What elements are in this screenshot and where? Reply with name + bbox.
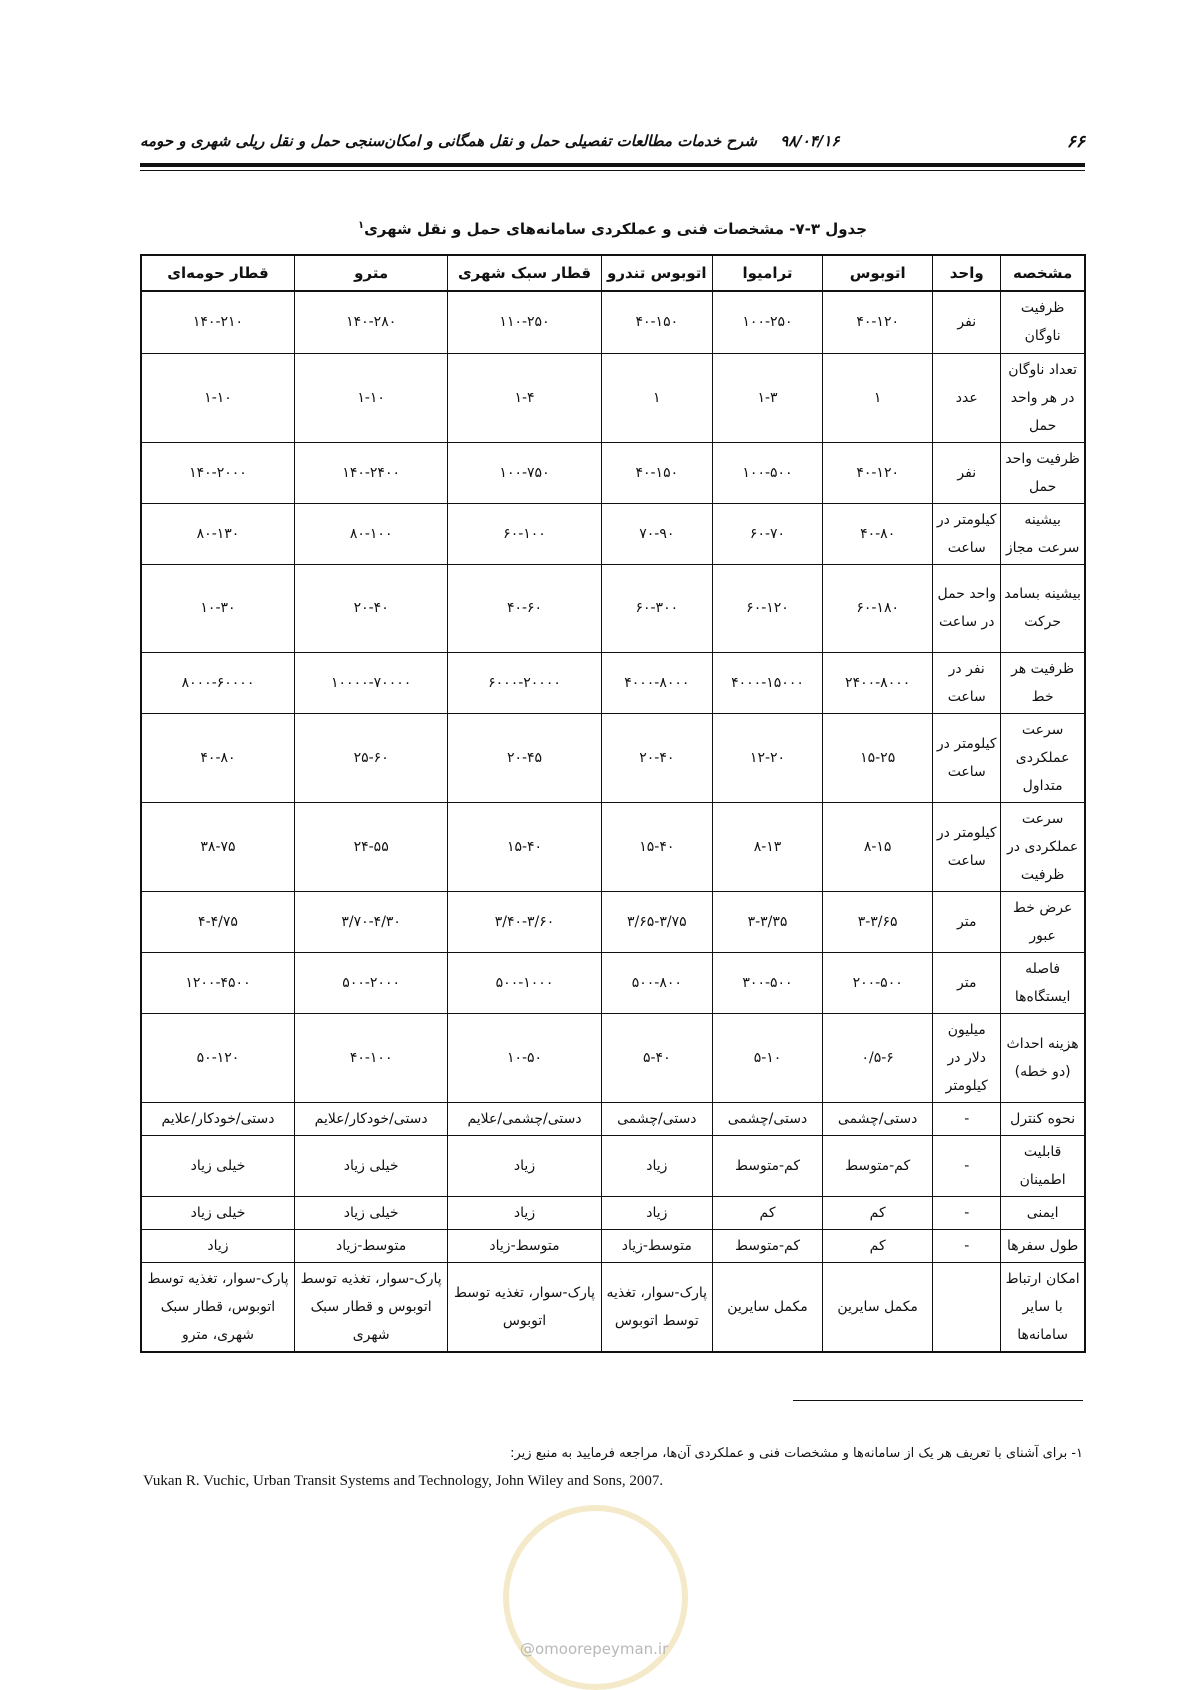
table-row: [141, 291, 1085, 353]
table-row: [141, 713, 1085, 802]
value-cell: ۱-۳: [712, 353, 822, 442]
column-header: اتوبوس تندرو: [601, 255, 712, 291]
value-cell: ۱۱۰-۲۵۰: [448, 291, 601, 353]
value-cell: ۴۰-۱۲۰: [823, 442, 933, 503]
table-row: [141, 1229, 1085, 1262]
value-cell: ۱۵-۲۵: [823, 713, 933, 802]
value-cell: ۰/۵-۶: [823, 1013, 933, 1102]
value-cell: ۶۰-۱۰۰: [448, 503, 601, 564]
unit-cell: واحد حمل در ساعت: [933, 564, 1001, 652]
unit-cell: نفر: [933, 291, 1001, 353]
value-cell: ۳-۳/۳۵: [712, 891, 822, 952]
value-cell: زیاد: [601, 1135, 712, 1196]
attribute-cell: تعداد ناوگان در هر واحد حمل: [1001, 353, 1085, 442]
column-header: قطار سبک شهری: [448, 255, 601, 291]
table-header-row: [141, 255, 1085, 291]
value-cell: ۶۰-۷۰: [712, 503, 822, 564]
value-cell: ۱۰۰-۵۰۰: [712, 442, 822, 503]
value-cell: ۸-۱۵: [823, 802, 933, 891]
value-cell: ۶۰-۱۸۰: [823, 564, 933, 652]
value-cell: ۴۰-۸۰: [823, 503, 933, 564]
value-cell: ۱۰-۳۰: [141, 564, 294, 652]
value-cell: زیاد: [601, 1196, 712, 1229]
table-body: [141, 291, 1085, 1352]
table-row: [141, 1135, 1085, 1196]
value-cell: دستی/خودکار/علایم: [294, 1102, 447, 1135]
value-cell: ۱۴۰-۲۰۰۰: [141, 442, 294, 503]
attribute-cell: نحوه کنترل: [1001, 1102, 1085, 1135]
table-row: [141, 1196, 1085, 1229]
value-cell: ۲۰-۴۰: [601, 713, 712, 802]
value-cell: ۱۰۰-۲۵۰: [712, 291, 822, 353]
header-rule-thick: [140, 163, 1085, 167]
value-cell: ۴۰-۱۰۰: [294, 1013, 447, 1102]
attribute-cell: قابلیت اطمینان: [1001, 1135, 1085, 1196]
value-cell: کم: [823, 1196, 933, 1229]
value-cell: ۳/۷۰-۴/۳۰: [294, 891, 447, 952]
table-row: [141, 353, 1085, 442]
value-cell: ۵۰۰-۲۰۰۰: [294, 952, 447, 1013]
value-cell: ۱۲۰۰-۴۵۰۰: [141, 952, 294, 1013]
table-caption-text: جدول ۳-۷- مشخصات فنی و عملکردی سامانه‌های حمل و نقل شهری: [364, 220, 868, 238]
value-cell: ۱۰۰-۷۵۰: [448, 442, 601, 503]
table-row: [141, 1102, 1085, 1135]
header-rule-thin: [140, 170, 1085, 171]
value-cell: ۴۰-۸۰: [141, 713, 294, 802]
value-cell: ۴۰-۱۵۰: [601, 442, 712, 503]
value-cell: کم-متوسط: [712, 1135, 822, 1196]
value-cell: ۸۰-۱۳۰: [141, 503, 294, 564]
footnote-ref: ۱: [357, 220, 365, 231]
value-cell: ۵۰۰-۱۰۰۰: [448, 952, 601, 1013]
column-header: قطار حومه‌ای: [141, 255, 294, 291]
value-cell: ۱۵-۴۰: [448, 802, 601, 891]
value-cell: ۱۰-۵۰: [448, 1013, 601, 1102]
attribute-cell: سرعت عملکردی متداول: [1001, 713, 1085, 802]
attribute-cell: ظرفیت ناوگان: [1001, 291, 1085, 353]
value-cell: مکمل سایرین: [823, 1262, 933, 1352]
footnote-rule: [793, 1400, 1083, 1401]
table-row: [141, 503, 1085, 564]
value-cell: ۱-۱۰: [294, 353, 447, 442]
value-cell: ۱-۱۰: [141, 353, 294, 442]
footnote-reference: Vukan R. Vuchic, Urban Transit Systems and Technology, John Wiley and Sons, 2007.: [143, 1473, 664, 1489]
value-cell: ۱۴۰-۲۸۰: [294, 291, 447, 353]
value-cell: ۴۰-۱۵۰: [601, 291, 712, 353]
value-cell: ۱۴۰-۲۴۰۰: [294, 442, 447, 503]
value-cell: ۴۰۰۰-۸۰۰۰: [601, 652, 712, 713]
value-cell: پارک-سوار، تغذیه توسط اتوبوس و قطار سبک شهری: [294, 1262, 447, 1352]
watermark-text: @omoorepeyman.ir: [520, 1640, 669, 1658]
column-header: واحد: [933, 255, 1001, 291]
attribute-cell: عرض خط عبور: [1001, 891, 1085, 952]
value-cell: ۸۰۰۰-۶۰۰۰۰: [141, 652, 294, 713]
unit-cell: -: [933, 1229, 1001, 1262]
running-title-date: ۹۸/۰۴/۱۶: [780, 132, 840, 150]
value-cell: ۴۰-۶۰: [448, 564, 601, 652]
unit-cell: کیلومتر در ساعت: [933, 503, 1001, 564]
value-cell: ۲۵-۶۰: [294, 713, 447, 802]
value-cell: ۱۰۰۰۰-۷۰۰۰۰: [294, 652, 447, 713]
unit-cell: نفر در ساعت: [933, 652, 1001, 713]
value-cell: ۶۰-۳۰۰: [601, 564, 712, 652]
value-cell: ۲۰۰-۵۰۰: [823, 952, 933, 1013]
value-cell: دستی/چشمی/علایم: [448, 1102, 601, 1135]
value-cell: ۴۰۰۰-۱۵۰۰۰: [712, 652, 822, 713]
unit-cell: -: [933, 1102, 1001, 1135]
value-cell: ۵-۱۰: [712, 1013, 822, 1102]
column-header: مترو: [294, 255, 447, 291]
value-cell: زیاد: [448, 1135, 601, 1196]
value-cell: متوسط-زیاد: [294, 1229, 447, 1262]
value-cell: ۸۰-۱۰۰: [294, 503, 447, 564]
value-cell: ۱۴۰-۲۱۰: [141, 291, 294, 353]
attribute-cell: سرعت عملکردی در ظرفیت: [1001, 802, 1085, 891]
value-cell: مکمل سایرین: [712, 1262, 822, 1352]
table-row: [141, 1013, 1085, 1102]
column-header: اتوبوس: [823, 255, 933, 291]
value-cell: متوسط-زیاد: [601, 1229, 712, 1262]
value-cell: ۵۰۰-۸۰۰: [601, 952, 712, 1013]
value-cell: ۱۵-۴۰: [601, 802, 712, 891]
value-cell: ۵-۴۰: [601, 1013, 712, 1102]
spec-table: [140, 254, 1086, 1353]
value-cell: ۴-۴/۷۵: [141, 891, 294, 952]
table-row: [141, 802, 1085, 891]
value-cell: ۲۴-۵۵: [294, 802, 447, 891]
attribute-cell: بیشینه سرعت مجاز: [1001, 503, 1085, 564]
value-cell: ۸-۱۳: [712, 802, 822, 891]
unit-cell: میلیون دلار در کیلومتر: [933, 1013, 1001, 1102]
value-cell: کم-متوسط: [712, 1229, 822, 1262]
value-cell: زیاد: [141, 1229, 294, 1262]
value-cell: خیلی زیاد: [141, 1135, 294, 1196]
value-cell: دستی/چشمی: [712, 1102, 822, 1135]
running-title-text: شرح خدمات مطالعات تفصیلی حمل و نقل همگانی و امکان‌سنجی حمل و نقل ریلی شهری و حومه: [140, 132, 757, 150]
attribute-cell: هزینه احداث (دو خطه): [1001, 1013, 1085, 1102]
unit-cell: کیلومتر در ساعت: [933, 802, 1001, 891]
value-cell: کم-متوسط: [823, 1135, 933, 1196]
unit-cell: متر: [933, 891, 1001, 952]
value-cell: ۳/۴۰-۳/۶۰: [448, 891, 601, 952]
table-row: [141, 564, 1085, 652]
table-row: [141, 442, 1085, 503]
value-cell: ۱: [823, 353, 933, 442]
column-header: مشخصه: [1001, 255, 1085, 291]
value-cell: ۶۰-۱۲۰: [712, 564, 822, 652]
attribute-cell: ظرفیت هر خط: [1001, 652, 1085, 713]
table-row: [141, 952, 1085, 1013]
unit-cell: نفر: [933, 442, 1001, 503]
attribute-cell: امکان ارتباط با سایر سامانه‌ها: [1001, 1262, 1085, 1352]
value-cell: ۳۸-۷۵: [141, 802, 294, 891]
page-number: ۶۶: [1066, 132, 1085, 152]
attribute-cell: طول سفرها: [1001, 1229, 1085, 1262]
unit-cell: کیلومتر در ساعت: [933, 713, 1001, 802]
page-header: [140, 132, 1085, 156]
value-cell: پارک-سوار، تغذیه توسط اتوبوس: [448, 1262, 601, 1352]
attribute-cell: ظرفیت واحد حمل: [1001, 442, 1085, 503]
value-cell: ۳-۳/۶۵: [823, 891, 933, 952]
value-cell: ۳/۶۵-۳/۷۵: [601, 891, 712, 952]
attribute-cell: ایمنی: [1001, 1196, 1085, 1229]
unit-cell: عدد: [933, 353, 1001, 442]
value-cell: دستی/چشمی: [601, 1102, 712, 1135]
table-caption: [140, 220, 1085, 238]
table-row: [141, 891, 1085, 952]
attribute-cell: فاصله ایستگاه‌ها: [1001, 952, 1085, 1013]
value-cell: ۲۰-۴۰: [294, 564, 447, 652]
value-cell: دستی/چشمی: [823, 1102, 933, 1135]
value-cell: ۲۰-۴۵: [448, 713, 601, 802]
unit-cell: متر: [933, 952, 1001, 1013]
value-cell: ۷۰-۹۰: [601, 503, 712, 564]
attribute-cell: بیشینه بسامد حرکت: [1001, 564, 1085, 652]
value-cell: ۲۴۰۰-۸۰۰۰: [823, 652, 933, 713]
value-cell: کم: [712, 1196, 822, 1229]
value-cell: خیلی زیاد: [141, 1196, 294, 1229]
running-title: [140, 132, 839, 150]
unit-cell: [933, 1262, 1001, 1352]
value-cell: ۵۰-۱۲۰: [141, 1013, 294, 1102]
table-row: [141, 652, 1085, 713]
watermark-logo: [503, 1505, 688, 1690]
value-cell: کم: [823, 1229, 933, 1262]
value-cell: پارک-سوار، تغذیه توسط اتوبوس: [601, 1262, 712, 1352]
value-cell: ۱-۴: [448, 353, 601, 442]
value-cell: ۳۰۰-۵۰۰: [712, 952, 822, 1013]
value-cell: زیاد: [448, 1196, 601, 1229]
value-cell: ۱۲-۲۰: [712, 713, 822, 802]
column-header: ترامیوا: [712, 255, 822, 291]
value-cell: خیلی زیاد: [294, 1196, 447, 1229]
value-cell: ۴۰-۱۲۰: [823, 291, 933, 353]
value-cell: ۶۰۰۰-۲۰۰۰۰: [448, 652, 601, 713]
unit-cell: -: [933, 1196, 1001, 1229]
table-row: [141, 1262, 1085, 1352]
value-cell: دستی/خودکار/علایم: [141, 1102, 294, 1135]
value-cell: خیلی زیاد: [294, 1135, 447, 1196]
footnote-text: ۱- برای آشنای با تعریف هر یک از سامانه‌ها و مشخصات فنی و عملکردی آن‌ها، مراجعه فرمایید به منبع زیر:: [510, 1446, 1083, 1461]
value-cell: پارک-سوار، تغذیه توسط اتوبوس، قطار سبک شهری، مترو: [141, 1262, 294, 1352]
unit-cell: -: [933, 1135, 1001, 1196]
value-cell: متوسط-زیاد: [448, 1229, 601, 1262]
value-cell: ۱: [601, 353, 712, 442]
